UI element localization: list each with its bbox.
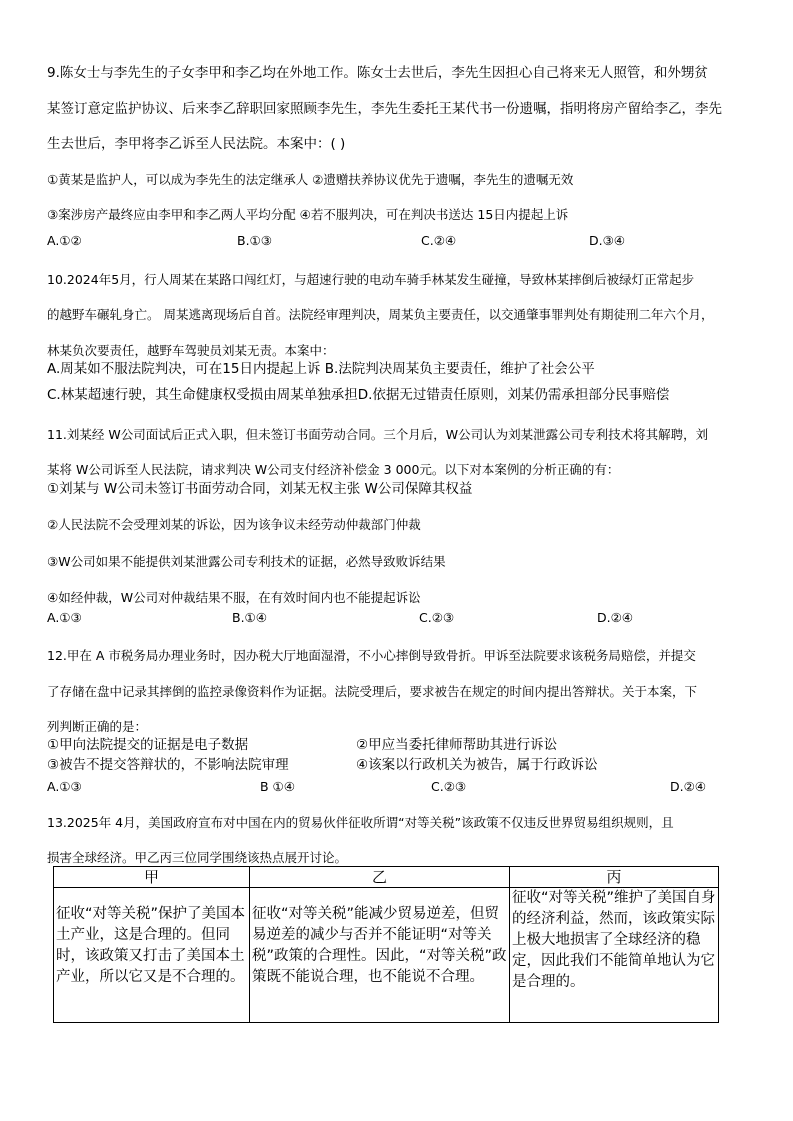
q12-stem-line-1: 12.甲在 A 市税务局办理业务时，因办税大厅地面湿滑，不小心摔倒导致骨折。甲诉至法院要求该税务局赔偿，并提交 <box>47 648 696 663</box>
q10-stem-line-2: 的越野车碾轧身亡。 周某逃离现场后自首。法院经审理判决，周某负主要责任，以交通肇事罪判处有期徒刑二年六个月， <box>47 307 714 322</box>
q12-statement-4: ④该案以行政机关为被告，属于行政诉讼 <box>356 757 598 773</box>
q9-stem-line-1: 9.陈女士与李先生的子女李甲和李乙均在外地工作。陈女士去世后，李先生因担心自己将来无人照管，和外甥贫 <box>47 65 708 81</box>
q11-option-b: B.①④ <box>232 610 267 625</box>
q13-stem-line-2: 损害全球经济。甲乙丙三位同学围绕该热点展开讨论。 <box>47 850 348 865</box>
q13-header-yi: 乙 <box>250 867 510 888</box>
q10-choices-ab: A.周某如不服法院判决，可在15日内提起上诉 B.法院判决周某负主要责任，维护了社会公平 <box>47 361 595 377</box>
q13-header-jia: 甲 <box>54 867 250 888</box>
q12-option-b: B ①④ <box>260 779 295 794</box>
q11-statement-2: ②人民法院不会受理刘某的诉讼，因为该争议未经劳动仲裁部门仲裁 <box>47 517 421 532</box>
q12-option-a: A.①③ <box>47 779 82 794</box>
q9-option-c: C.②④ <box>421 233 457 248</box>
q11-option-d: D.②④ <box>597 610 634 625</box>
q9-option-d: D.③④ <box>589 233 626 248</box>
q13-table-header-row <box>54 867 719 888</box>
q12-option-d: D.②④ <box>670 779 707 794</box>
q12-statement-3: ③被告不提交答辩状的，不影响法院审理 <box>47 757 289 773</box>
q13-opinion-table <box>53 866 719 1023</box>
q11-statement-1: ①刘某与 W公司未签订书面劳动合同，刘某无权主张 W公司保障其权益 <box>47 481 473 497</box>
q13-header-bing: 丙 <box>510 867 719 888</box>
q13-cell-yi-text: 征收“对等关税”能减少贸易逆差，但贸易逆差的减少与否并不能证明“对等关税”政策的合理性。因此，“对等关税”政策既不能说合理，也不能说不合理。 <box>252 906 507 985</box>
q11-option-c: C.②③ <box>419 610 455 625</box>
q13-cell-jia <box>54 888 250 1023</box>
q13-cell-jia-text: 征收“对等关税”保护了美国本土产业，这是合理的。但同时，该政策又打击了美国本土产业，所以它又是不合理的。 <box>56 906 246 985</box>
q11-statement-3: ③W公司如果不能提供刘某泄露公司专利技术的证据，必然导致败诉结果 <box>47 554 446 569</box>
q12-statement-1: ①甲向法院提交的证据是电子数据 <box>47 737 249 753</box>
q9-statement-line-1: ①黄某是监护人，可以成为李先生的法定继承人 ②遗赠扶养协议优先于遗嘱，李先生的遗嘱无效 <box>47 172 574 187</box>
q13-cell-bing-text: 征收“对等关税”维护了美国自身的经济利益，然而，该政策实际上极大地损害了全球经济的稳定，因此我们不能简单地认为它是合理的。 <box>512 890 716 990</box>
q12-stem-line-2: 了存储在盘中记录其摔倒的监控录像资料作为证据。法院受理后，要求被告在规定的时间内提出答辩状。关于本案，下 <box>47 684 698 699</box>
q10-choices-cd: C.林某超速行驶，其生命健康权受损由周某单独承担D.依据无过错责任原则，刘某仍需承担部分民事赔偿 <box>47 387 670 403</box>
q13-cell-yi <box>250 888 510 1023</box>
q11-stem-line-1: 11.刘某经 W公司面试后正式入职，但未签订书面劳动合同。三个月后，W公司认为刘某泄露公司专利技术将其解聘，刘 <box>47 427 709 442</box>
q11-statement-4: ④如经仲裁，W公司对仲裁结果不服，在有效时间内也不能提起诉讼 <box>47 590 421 605</box>
q11-stem-line-2: 某将 W公司诉至人民法院，请求判决 W公司支付经济补偿金 3 000元。以下对本案例的分析正确的有： <box>47 462 620 477</box>
q12-statement-2: ②甲应当委托律师帮助其进行诉讼 <box>356 737 558 753</box>
q12-stem-line-3: 列判断正确的是： <box>47 719 148 734</box>
q9-option-a: A.①② <box>47 233 82 248</box>
q9-stem-line-2: 某签订意定监护协议、后来李乙辞职回家照顾李先生，李先生委托王某代书一份遗嘱，指明将房产留给李乙，李先 <box>47 101 722 117</box>
q12-option-c: C.②③ <box>431 779 467 794</box>
q11-option-a: A.①③ <box>47 610 82 625</box>
q10-stem-line-1: 10.2024年5月，行人周某在某路口闯红灯，与超速行驶的电动车骑手林某发生碰撞，导致林某摔倒后被绿灯正常起步 <box>47 272 695 287</box>
q9-statement-line-2: ③案涉房产最终应由李甲和李乙两人平均分配 ④若不服判决，可在判决书送达 15日内提起上诉 <box>47 207 569 222</box>
q13-table-row <box>54 888 719 1023</box>
q13-cell-bing <box>510 888 719 1023</box>
q10-stem-line-3: 林某负次要责任，越野车驾驶员刘某无责。本案中： <box>47 343 335 358</box>
q9-stem-line-3: 生去世后，李甲将李乙诉至人民法院。本案中：( ) <box>47 136 346 152</box>
q13-stem-line-1: 13.2025年 4月，美国政府宣布对中国在内的贸易伙伴征收所谓“对等关税”该政策不仅违反世界贸易组织规则，且 <box>47 815 674 830</box>
q9-option-b: B.①③ <box>237 233 272 248</box>
